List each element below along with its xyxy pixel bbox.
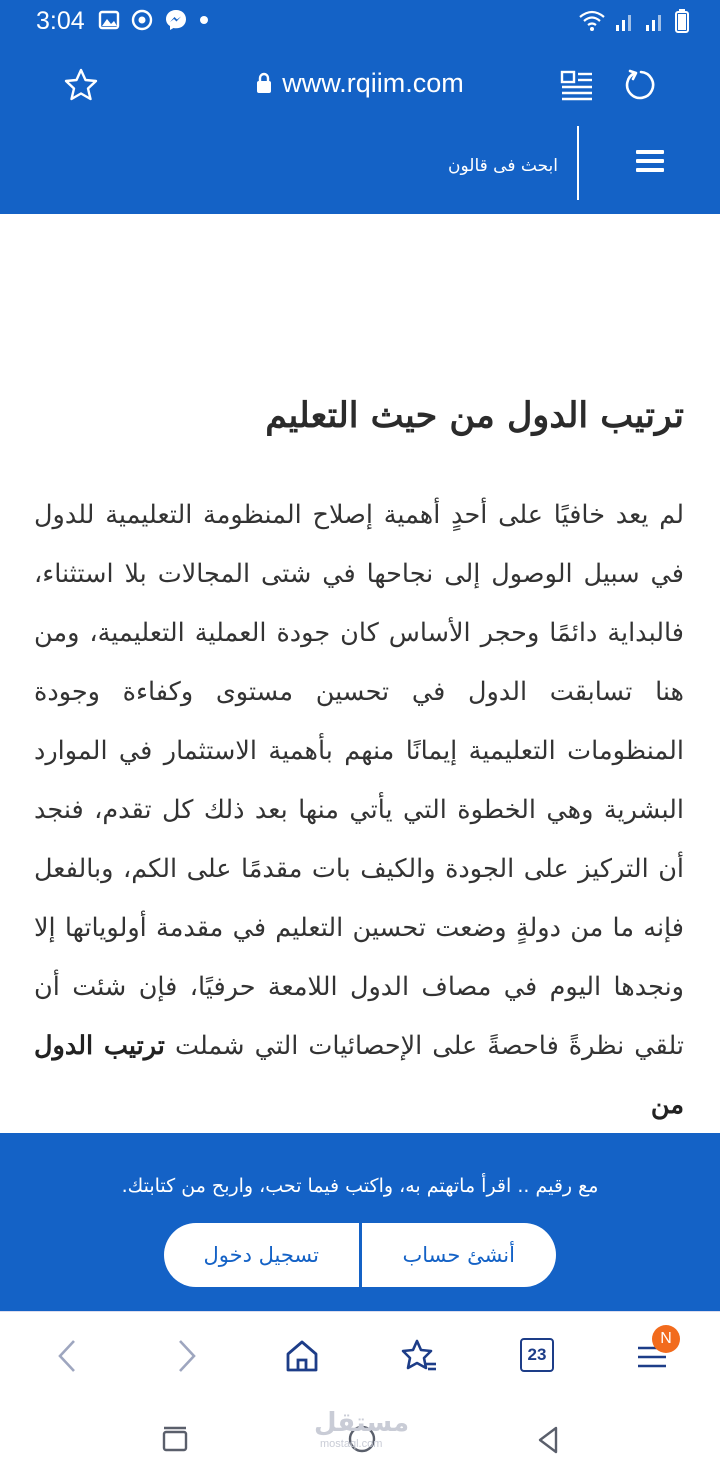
refresh-button[interactable] [620, 64, 662, 106]
sync-icon [130, 8, 154, 32]
watermark-logo: مستقل [314, 1408, 410, 1438]
home-icon[interactable] [284, 1338, 320, 1374]
gallery-icon [98, 9, 120, 31]
browser-url-bar [0, 44, 720, 127]
recent-apps-icon[interactable] [160, 1425, 190, 1455]
banner-text: مع رقيم .. اقرأ ماتهتم به، واكتب فيما تحب، واربح من كتابتك. [121, 1175, 599, 1197]
signal-2-icon [644, 9, 666, 33]
login-button[interactable]: تسجيل دخول [203, 1243, 319, 1267]
url-field[interactable] [0, 68, 720, 99]
create-account-button[interactable]: أنشئ حساب [402, 1243, 515, 1267]
refresh-icon [624, 68, 658, 102]
back-triangle-icon[interactable] [536, 1425, 560, 1455]
article-body [34, 486, 684, 1126]
signal-icon [614, 9, 636, 33]
watermark-url: mostaql.com [320, 1438, 383, 1450]
header-divider [577, 126, 579, 200]
battery-icon [674, 8, 690, 34]
banner-buttons [164, 1223, 556, 1287]
back-icon[interactable] [52, 1338, 82, 1374]
url-text: www.rqiim.com [282, 68, 464, 98]
lock-icon [256, 72, 272, 94]
tabs-button[interactable]: 23 [520, 1338, 554, 1372]
status-time: 3:04 [36, 7, 85, 35]
reader-mode-icon [560, 68, 594, 102]
article-link-bold[interactable]: ترتيب الدول من [34, 1031, 684, 1120]
notification-badge: N [652, 1325, 680, 1353]
article-title: ترتيب الدول من حيث التعليم [265, 395, 684, 436]
signup-banner [0, 1133, 720, 1311]
status-bar [0, 0, 720, 44]
messenger-icon [164, 8, 188, 32]
site-header [0, 126, 720, 214]
forward-icon[interactable] [172, 1338, 202, 1374]
bookmarks-icon[interactable] [400, 1338, 438, 1374]
menu-icon[interactable] [636, 150, 664, 172]
wifi-icon [578, 9, 606, 33]
article-body-text: لم يعد خافيًا على أحدٍ أهمية إصلاح المنظومة التعليمية للدول في سبيل الوصول إلى نجاحها في شتى المجالات بلا استثناء، فالبداية دائمًا وحجر الأساس كان جودة العملية التعليمية، ومن هنا تسابقت الدول في تحسين مستوى وكفاءة وجودة المنظومات التعليمية إيمانًا منهم بأهمية الاستثمار في الموارد البشرية وهي الخطوة التي يأتي منها بعد ذلك كل تقدم، فنجد أن التركيز على الجودة والكيف بات مقدمًا على الكم، وبالفعل فإنه ما من دولةٍ وضعت تحسين التعليم في مقدمة أولوياتها إلا ونجدها اليوم في مصاف الدول اللامعة حرفيًا، فإن شئت أن تلقي نظرةً فاحصةً على الإحصائيات التي شملت [34, 500, 684, 1061]
dot-icon [198, 8, 210, 32]
site-search-field[interactable]: ابحث فى قالون [448, 156, 558, 176]
status-notification-icons [98, 8, 210, 32]
reader-mode-button[interactable] [556, 64, 598, 106]
status-system-icons [578, 8, 690, 34]
browser-bottom-bar [0, 1311, 720, 1402]
